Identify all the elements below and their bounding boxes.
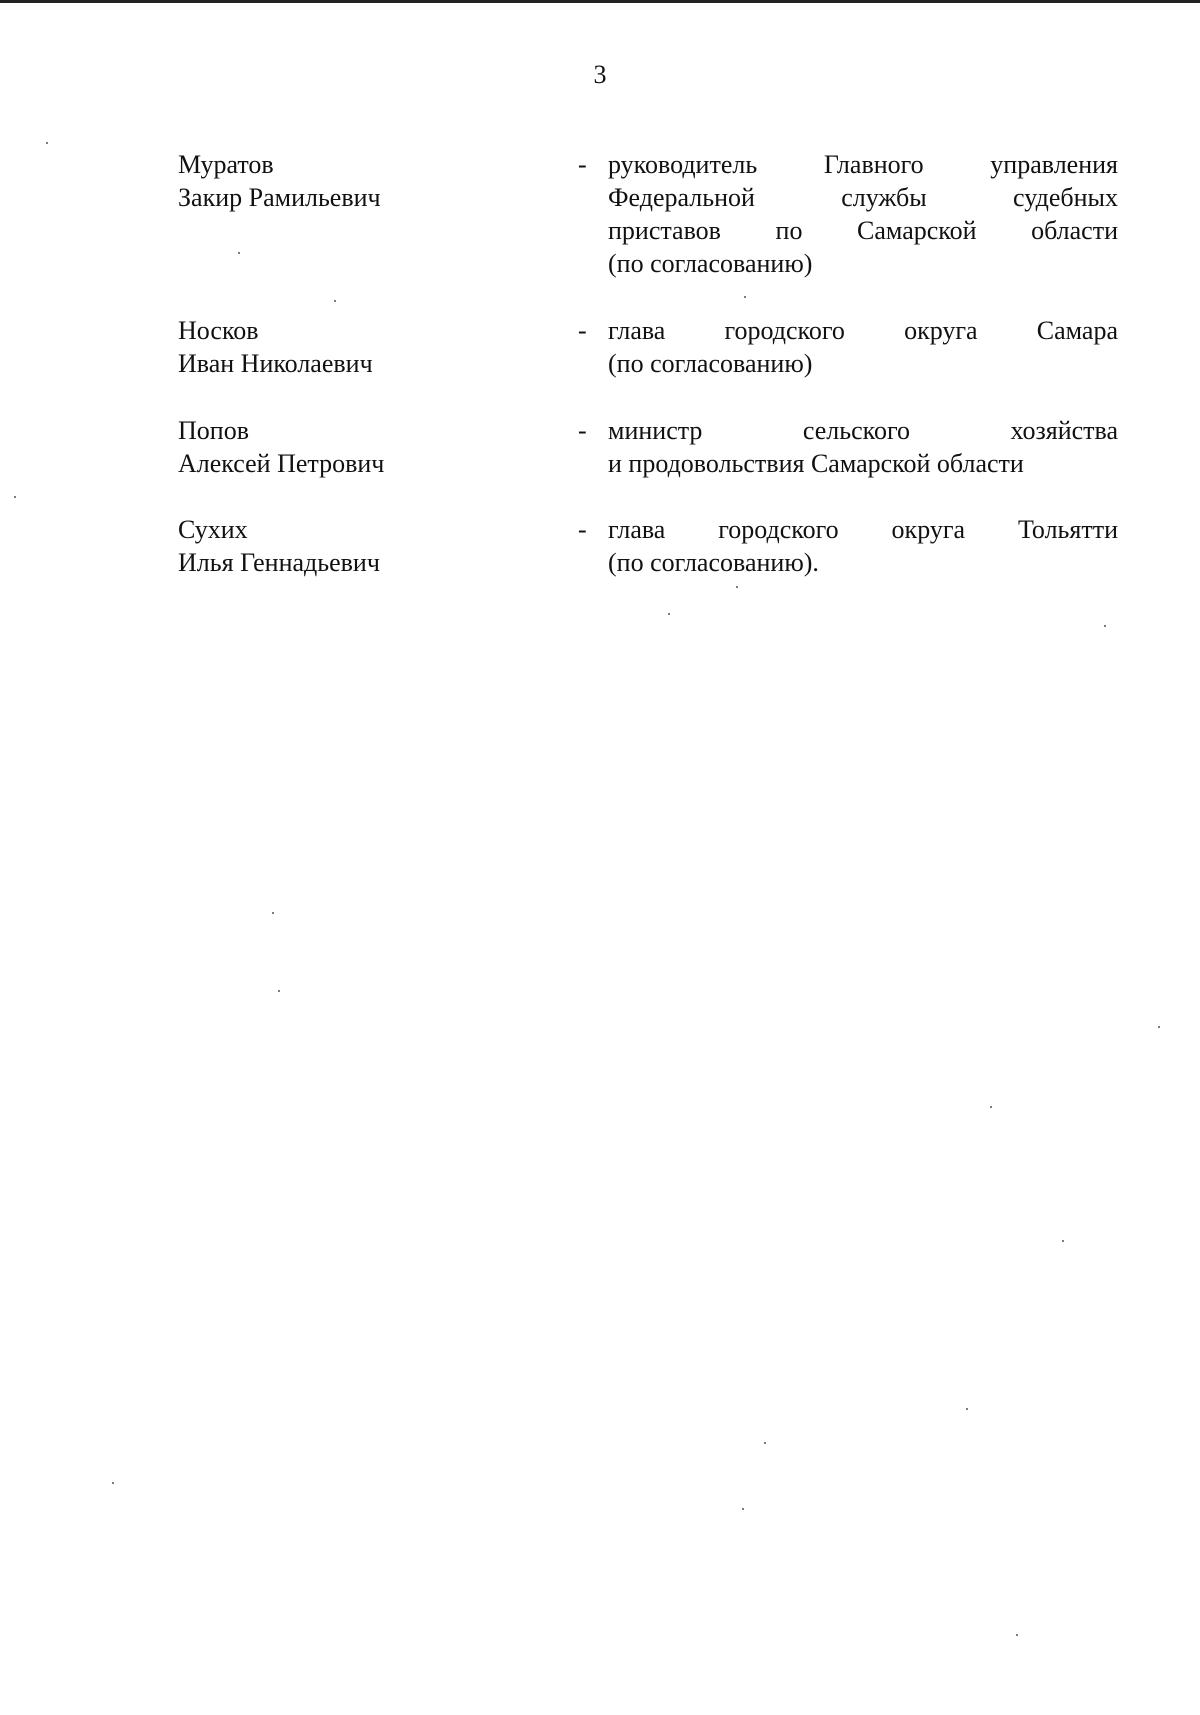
scan-speck (1062, 1240, 1064, 1242)
scan-speck (1016, 1634, 1018, 1636)
page-number: 3 (593, 60, 607, 89)
scan-speck (744, 296, 746, 298)
position-line: глава городского округа Тольятти (608, 515, 1118, 544)
scan-speck (1104, 625, 1106, 627)
scan-speck (112, 1482, 114, 1484)
member-given-names: Закир Рамильевич (178, 183, 381, 212)
scan-speck (272, 912, 274, 914)
member-position (608, 513, 1118, 579)
member-given-names: Иван Николаевич (178, 349, 373, 378)
scan-speck (238, 252, 240, 254)
position-line: (по согласованию) (608, 349, 813, 378)
entry-dash: - (578, 150, 587, 179)
member-given-names: Алексей Петрович (178, 449, 385, 478)
position-line: Федеральной службы судебных (608, 183, 1118, 212)
member-surname: Попов (178, 416, 249, 445)
member-given-names: Илья Геннадьевич (178, 548, 380, 577)
position-line: министр сельского хозяйства (608, 416, 1118, 445)
scan-speck (990, 1106, 992, 1108)
position-line: (по согласованию) (608, 249, 813, 278)
position-line: и продовольствия Самарской области (608, 449, 1024, 478)
position-line: (по согласованию). (608, 548, 819, 577)
entry-dash: - (578, 515, 587, 544)
member-surname: Муратов (178, 150, 274, 179)
scan-speck (668, 613, 670, 615)
scan-speck (764, 1442, 766, 1444)
scan-speck (742, 1508, 744, 1510)
member-name (178, 148, 558, 214)
entry-dash: - (578, 316, 587, 345)
member-surname: Сухих (178, 515, 248, 544)
position-line: руководитель Главного управления (608, 150, 1118, 179)
entry-dash: - (578, 416, 587, 445)
member-position (608, 314, 1118, 380)
position-line: глава городского округа Самара (608, 316, 1118, 345)
scan-speck (966, 1408, 968, 1410)
member-position (608, 148, 1118, 280)
scan-speck (334, 300, 336, 302)
top-border-line (0, 0, 1200, 3)
member-name (178, 513, 558, 579)
scan-speck (46, 142, 48, 144)
scan-speck (736, 586, 738, 588)
member-position (608, 414, 1118, 480)
scan-speck (14, 496, 16, 498)
member-name (178, 414, 558, 480)
scan-speck (1158, 1026, 1160, 1028)
scan-speck (278, 990, 280, 992)
member-surname: Носков (178, 316, 259, 345)
position-line: приставов по Самарской области (608, 216, 1118, 245)
member-name (178, 314, 558, 380)
